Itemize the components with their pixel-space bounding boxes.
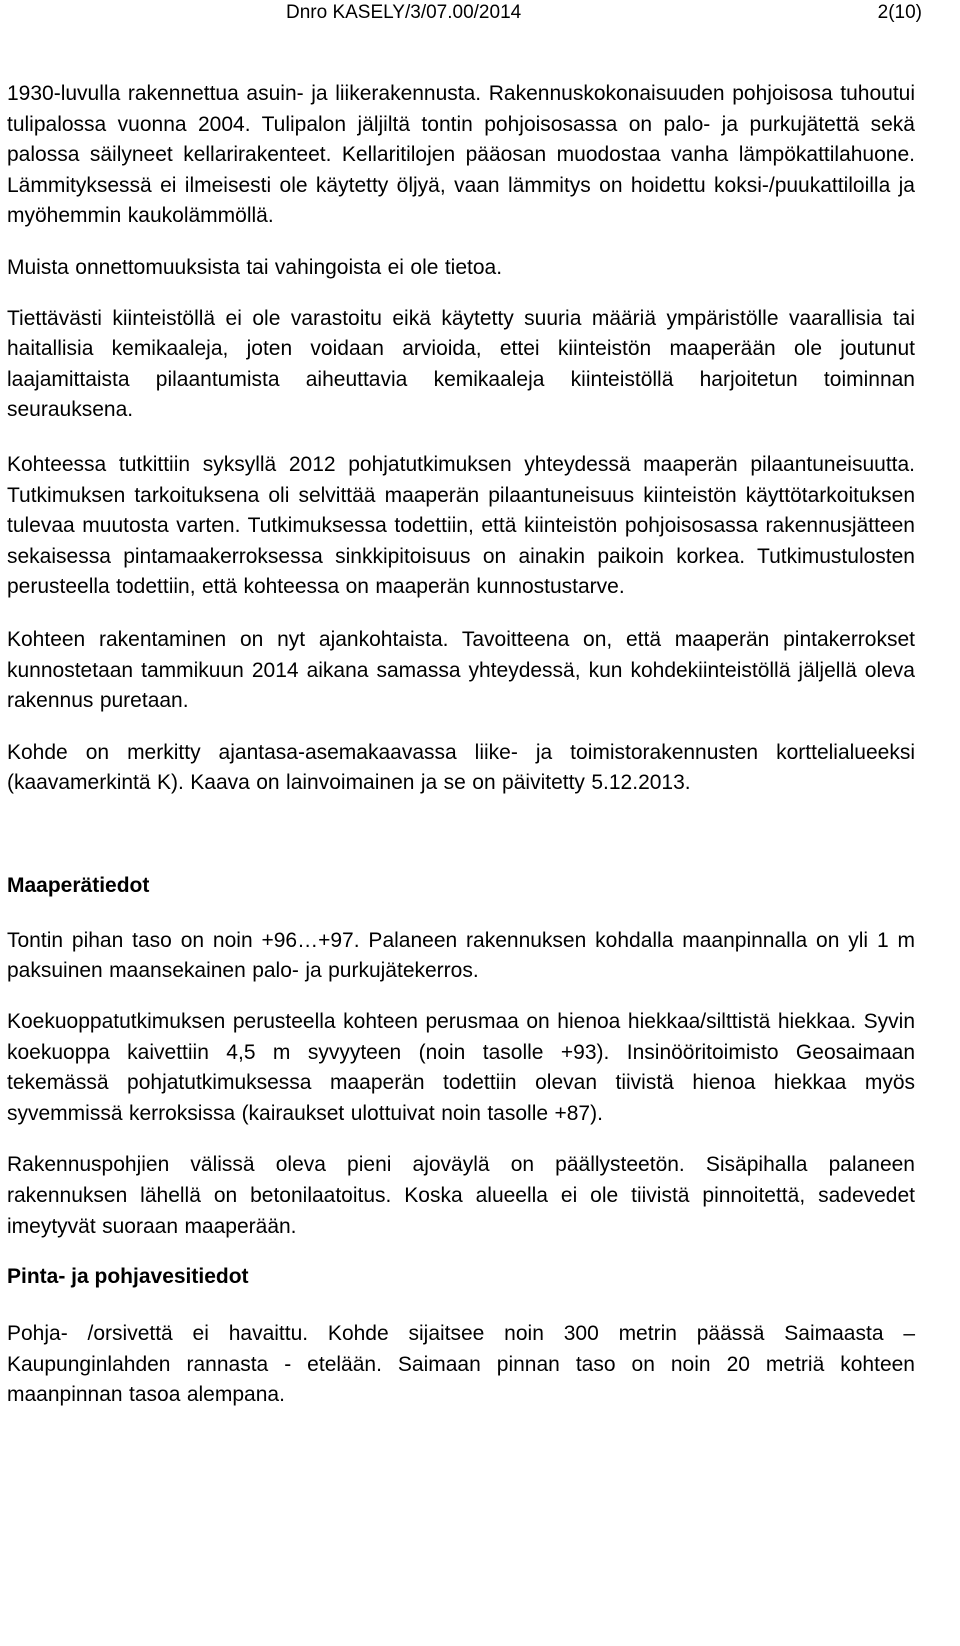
heading-water-data: Pinta- ja pohjavesitiedot bbox=[7, 1265, 249, 1289]
document-body bbox=[7, 79, 915, 1411]
document-reference: Dnro KASELY/3/07.00/2014 bbox=[286, 2, 522, 23]
paragraph-zoning: Kohde on merkitty ajantasa-asemakaavassa liike- ja toimistorakennusten korttelialueeksi (kaavamerkintä K). Kaava on lainvoimainen ja se on päivitetty 5.12.2013. bbox=[7, 740, 915, 795]
page-number: 2(10) bbox=[877, 2, 922, 23]
paragraph-groundwater: Pohja- /orsivettä ei havaittu. Kohde sijaitsee noin 300 metrin päässä Saimaasta – Kaupunginlahden rannasta - etelään. Saimaan pinnan taso on noin 20 metriä kohteen maanpinnan tasoa alempana. bbox=[7, 1322, 915, 1407]
heading-soil-data: Maaperätiedot bbox=[7, 873, 150, 897]
paragraph-no-accidents: Muista onnettomuuksista tai vahingoista ei ole tietoa. bbox=[7, 255, 503, 279]
page-header bbox=[0, 0, 960, 40]
paragraph-construction: Kohteen rakentaminen on nyt ajankohtaista. Tavoitteena on, että maaperän pintakerrokset kunnostetaan tammikuun 2014 aikana samassa yhteydessä, kun kohdekiinteistöllä jäljellä oleva rakennus puretaan. bbox=[7, 627, 915, 713]
paragraph-soil-investigation: Kohteessa tutkittiin syksyllä 2012 pohjatutkimuksen yhteydessä maaperän pilaantuneisuutta. Tutkimuksen tarkoituksena oli selvittää maaperän pilaantuneisuus kiinteistön käyttötarkoituksen tulevaa muutosta varten. Tutkimuksessa todettiin, että kiinteistön pohjoisosassa rakennusjätteen sekaisessa pintamaakerroksessa sinkkipitoisuus on ainakin paikoin korkea. Tutkimustulosten perusteella todettiin, että kohteessa on maaperän kunnostustarve. bbox=[7, 452, 915, 599]
paragraph-building-history: 1930-luvulla rakennettua asuin- ja liikerakennusta. Rakennuskokonaisuuden pohjoisosa tuhoutui tulipalossa vuonna 2004. Tulipalon jäljiltä tontin pohjoisosassa on palo- ja purkujätettä sekä palossa säilyneet kellarirakenteet. Kellaritilojen pääosan muodostaa vanha lämpökattilahuone. Lämmityksessä ei ilmeisesti ole käytetty öljyä, vaan lämmitys on hoidettu koksi-/puukattiloilla ja myöhemmin kaukolämmöllä. bbox=[7, 82, 915, 228]
paragraph-driveway: Rakennuspohjien välissä oleva pieni ajoväylä on päällysteetön. Sisäpihalla palaneen rakennuksen lähellä on betonilaatoitus. Koska alueella ei ole tiivistä pinnoitettä, sadevedet imeytyvät suoraan maaperään. bbox=[7, 1153, 915, 1238]
paragraph-yard-level: Tontin pihan taso on noin +96…+97. Palaneen rakennuksen kohdalla maanpinnalla on yli 1 m paksuinen maansekainen palo- ja purkujätekerros. bbox=[7, 928, 915, 983]
paragraph-test-pits: Koekuoppatutkimuksen perusteella kohteen perusmaa on hienoa hiekkaa/silttistä hiekkaa. Syvin koekuoppa kaivettiin 4,5 m syvyyteen (noin tasolle +93). Insinööritoimisto Geosaimaan tekemässä pohjatutkimuksessa maaperän todettiin olevan tiivistä hienoa hiekkaa myös syvemmissä kerroksissa (kairaukset ulottuivat noin tasolle +87). bbox=[7, 1010, 915, 1125]
paragraph-chemicals: Tiettävästi kiinteistöllä ei ole varastoitu eikä käytetty suuria määriä ympäristölle vaarallisia tai haitallisia kemikaaleja, joten voidaan arvioida, ettei kiinteistön maaperään ole joutunut laajamittaista pilaantumista aiheuttavia kemikaaleja kiinteistöllä harjoitetun toiminnan seurauksena. bbox=[7, 306, 915, 422]
